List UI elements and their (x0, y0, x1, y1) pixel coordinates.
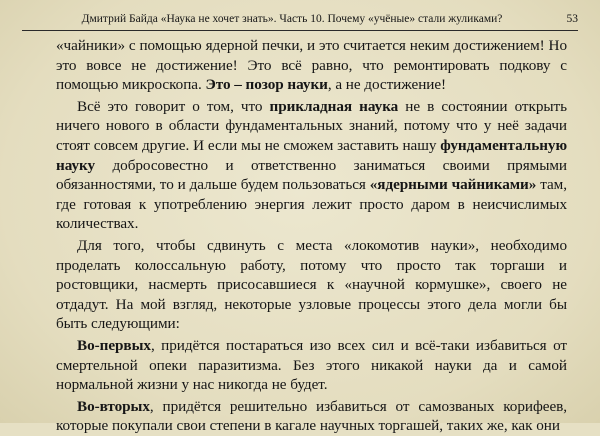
bold-run: «ядерными чайниками» (369, 176, 537, 194)
paragraph-5 (56, 397, 567, 436)
paragraph-4 (56, 336, 567, 395)
text-run: , а не достижение! (327, 76, 447, 94)
bold-run: фундаментальную науку (56, 136, 567, 174)
paragraph-2 (56, 97, 567, 234)
bold-run: Во-первых (77, 336, 151, 354)
bold-run: Это – позор науки (205, 76, 328, 94)
text-run: там, где готовая к употреблению энергия лежит просто даром в неисчислимых количествах. (56, 176, 567, 233)
text-run: Всё это говорит о том, что (77, 97, 270, 115)
header-title: Дмитрий Байда «Наука не хочет знать». Часть 10. Почему «учёные» стали жуликами? (81, 13, 503, 25)
text-run: , придётся решительно избавиться от самозваных корифеев, которые покупали свои степени в кагале научных торгашей, таких же, как они (56, 397, 567, 435)
text-run: «чайники» с помощью ядерной печки, и это считается неким достижением! Но это вовсе не достижение! Это всё равно, что ремонтировать подкову с помощью микроскопа. (56, 37, 567, 94)
page-number: 53 (566, 13, 578, 25)
body-text (56, 36, 567, 436)
text-run: Для того, чтобы сдвинуть с места «локомотив науки», необходимо проделать колоссальную работу, потому что просто так торгаши и ростовщики, насмерть присосавшиеся к «научной кормушке», своего не отдадут. На мой взгляд, некоторые узловые процессы этого дела могли бы быть следующими: (56, 236, 567, 333)
paragraph-3 (56, 236, 567, 334)
bold-run: прикладная наука (269, 97, 399, 115)
bold-run: Во-вторых (77, 397, 150, 415)
running-header (22, 10, 578, 28)
paragraph-1 (56, 36, 567, 95)
text-run: не в состоянии открыть ничего нового в области фундаментальных знаний, потому что у неё задачи стоят совсем другие. И если мы не сможем заставить нашу (56, 97, 567, 154)
text-run: добросовестно и ответственно заниматься своими прямыми обязанностями, то и дальше будем пользоваться (56, 156, 567, 194)
text-run: , придётся постараться изо всех сил и всё-таки избавиться от смертельной опеки паразитизма. Без этого никакой науки да и самой нормальной жизни у нас никогда не будет. (56, 336, 567, 394)
header-rule (22, 30, 578, 31)
